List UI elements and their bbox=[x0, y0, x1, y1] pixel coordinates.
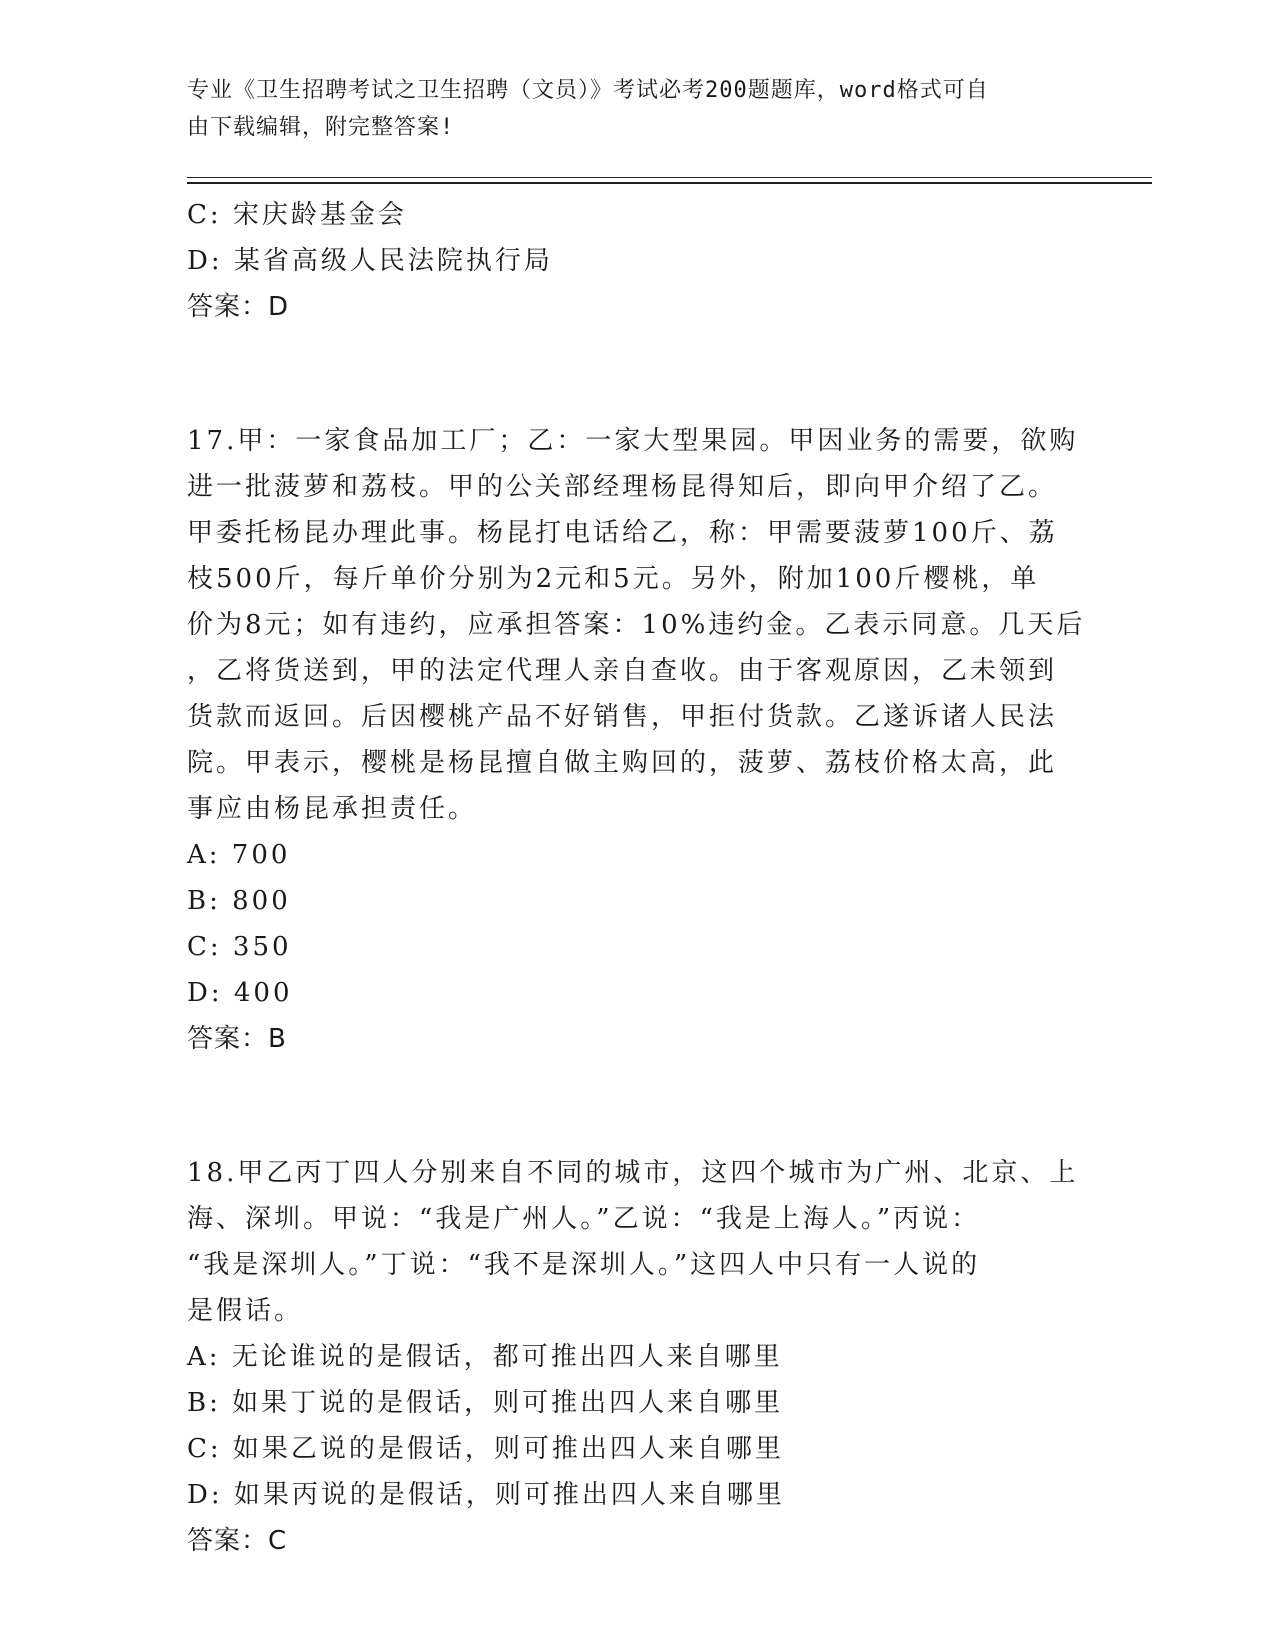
question-text-line: 货款而返回。后因樱桃产品不好销售，甲拒付货款。乙遂诉诸人民法 bbox=[187, 702, 1058, 732]
header-divider-thin bbox=[187, 177, 1152, 178]
answer-line: 答案：D bbox=[187, 292, 290, 322]
option-b: B: 800 bbox=[187, 886, 291, 916]
answer-line: 答案：C bbox=[187, 1526, 288, 1556]
header-line-1: 专业《卫生招聘考试之卫生招聘（文员）》考试必考200题题库，word格式可自 bbox=[187, 78, 989, 103]
question-text-line: 17.甲：一家食品加工厂；乙：一家大型果园。甲因业务的需要，欲购 bbox=[187, 426, 1079, 456]
question-text-line: 是假话。 bbox=[187, 1296, 304, 1326]
option-a: A: 无论谁说的是假话，都可推出四人来自哪里 bbox=[187, 1342, 783, 1372]
option-d: D: 如果丙说的是假话，则可推出四人来自哪里 bbox=[187, 1480, 785, 1510]
previous-question-tail bbox=[187, 192, 1087, 330]
option-a: A: 700 bbox=[187, 840, 291, 870]
option-d: D: 400 bbox=[187, 978, 293, 1008]
header-line-2: 由下载编辑，附完整答案! bbox=[187, 115, 455, 140]
header-divider-thick bbox=[187, 182, 1152, 184]
question-text-line: 事应由杨昆承担责任。 bbox=[187, 794, 478, 824]
question-text-line: 18.甲乙丙丁四人分别来自不同的城市，这四个城市为广州、北京、上 bbox=[187, 1158, 1079, 1188]
question-text-line: 甲委托杨昆办理此事。杨昆打电话给乙，称：甲需要菠萝100斤、荔 bbox=[187, 518, 1058, 548]
document-body bbox=[187, 192, 1087, 1564]
option-c: C: 宋庆龄基金会 bbox=[187, 200, 407, 230]
option-d: D: 某省高级人民法院执行局 bbox=[187, 246, 553, 276]
document-header bbox=[187, 72, 1077, 146]
question-18 bbox=[187, 1150, 1087, 1564]
spacer bbox=[187, 330, 1087, 418]
question-text-line: 进一批菠萝和荔枝。甲的公关部经理杨昆得知后，即向甲介绍了乙。 bbox=[187, 472, 1058, 502]
spacer bbox=[187, 1062, 1087, 1150]
question-text-line: 价为8元；如有违约，应承担答案：10%违约金。乙表示同意。几天后 bbox=[187, 610, 1086, 640]
answer-line: 答案：B bbox=[187, 1024, 287, 1054]
option-c: C: 如果乙说的是假话，则可推出四人来自哪里 bbox=[187, 1434, 784, 1464]
question-text-line: 院。甲表示，樱桃是杨昆擅自做主购回的，菠萝、荔枝价格太高，此 bbox=[187, 748, 1058, 778]
question-text-line: 枝500斤，每斤单价分别为2元和5元。另外，附加100斤樱桃，单 bbox=[187, 564, 1040, 594]
question-text-line: 海、深圳。甲说：“我是广州人。”乙说：“我是上海人。”丙说： bbox=[187, 1204, 981, 1234]
question-17 bbox=[187, 418, 1087, 1062]
question-text-line: ，乙将货送到，甲的法定代理人亲自查收。由于客观原因，乙未领到 bbox=[187, 656, 1058, 686]
question-text-line: “我是深圳人。”丁说：“我不是深圳人。”这四人中只有一人说的 bbox=[187, 1250, 981, 1280]
option-b: B: 如果丁说的是假话，则可推出四人来自哪里 bbox=[187, 1388, 784, 1418]
option-c: C: 350 bbox=[187, 932, 292, 962]
